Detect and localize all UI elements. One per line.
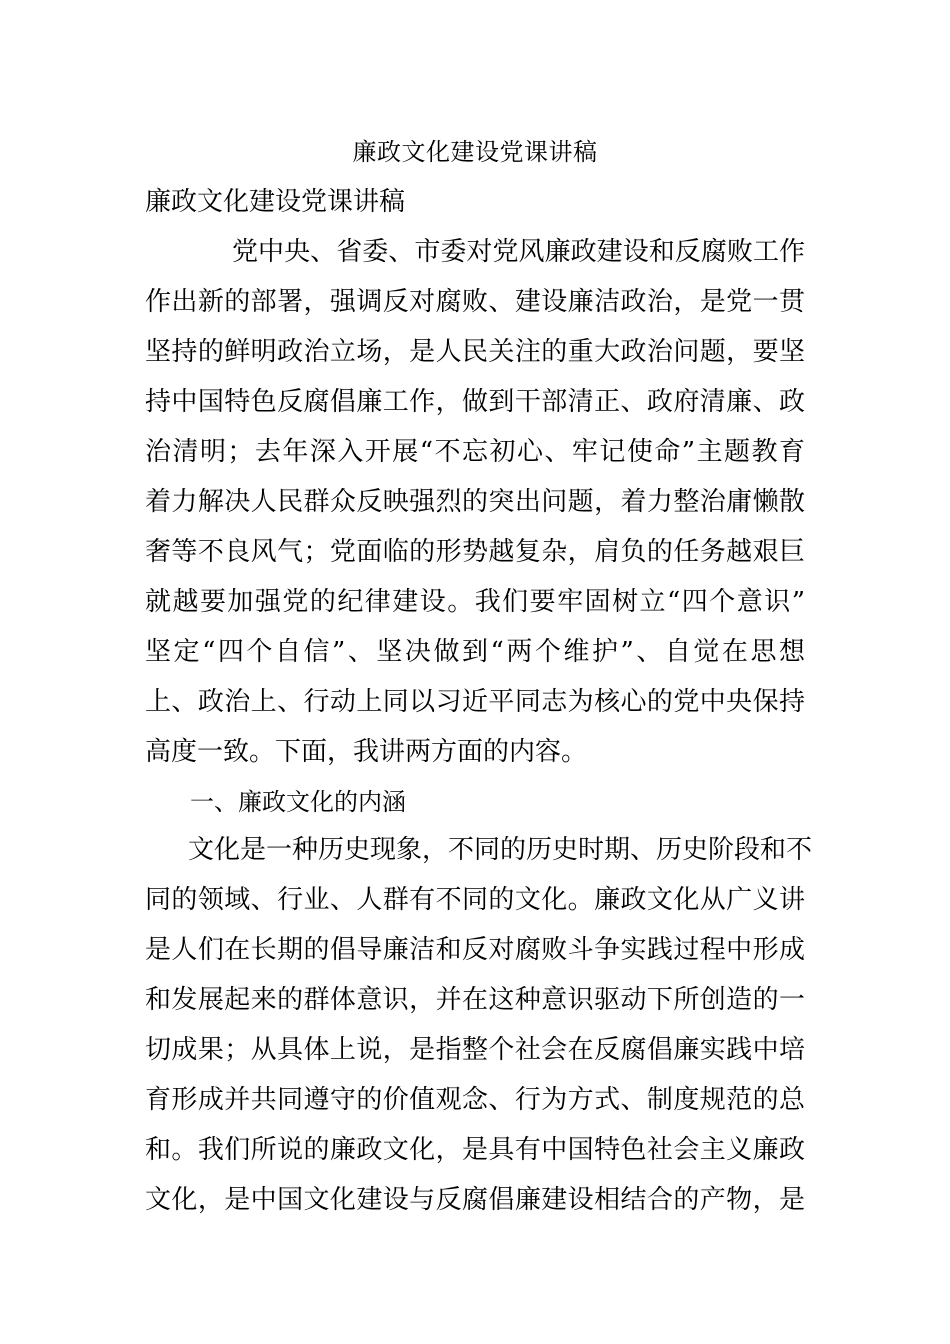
- paragraph-line: 奢等不良风气；党面临的形势越复杂，肩负的任务越艰巨: [145, 537, 805, 567]
- paragraph-line: 党中央、省委、市委对党风廉政建设和反腐败工作: [232, 237, 805, 267]
- paragraph-line: 同的领域、行业、人群有不同的文化。廉政文化从广义讲: [145, 885, 805, 915]
- paragraph-line: 就越要加强党的纪律建设。我们要牢固树立“四个意识”: [145, 587, 805, 617]
- paragraph-line: 作出新的部署，强调反对腐败、建设廉洁政治，是党一贯: [145, 287, 805, 317]
- paragraph-line: 高度一致。下面，我讲两方面的内容。: [145, 737, 588, 767]
- paragraph-line: 治清明；去年深入开展“不忘初心、牢记使命”主题教育: [145, 437, 805, 467]
- paragraph-line: 切成果；从具体上说，是指整个社会在反腐倡廉实践中培: [145, 1035, 805, 1065]
- section-heading: 一、廉政文化的内涵: [190, 788, 406, 816]
- paragraph-line: 文化，是中国文化建设与反腐倡廉建设相结合的产物，是: [145, 1185, 805, 1215]
- paragraph-line: 上、政治上、行动上同以习近平同志为核心的党中央保持: [145, 687, 805, 717]
- paragraph-line: 持中国特色反腐倡廉工作，做到干部清正、政府清廉、政: [145, 387, 805, 417]
- document-subtitle: 廉政文化建设党课讲稿: [145, 187, 406, 217]
- paragraph-line: 坚持的鲜明政治立场，是人民关注的重大政治问题，要坚: [145, 337, 805, 367]
- paragraph-line: 和发展起来的群体意识，并在这种意识驱动下所创造的一: [145, 985, 805, 1015]
- document-title: 廉政文化建设党课讲稿: [352, 138, 598, 166]
- paragraph-line: 是人们在长期的倡导廉洁和反对腐败斗争实践过程中形成: [145, 935, 805, 965]
- paragraph-line: 和。我们所说的廉政文化，是具有中国特色社会主义廉政: [145, 1135, 805, 1165]
- paragraph-line: 文化是一种历史现象，不同的历史时期、历史阶段和不: [188, 835, 813, 865]
- paragraph-line: 坚定“四个自信”、坚决做到“两个维护”、自觉在思想: [145, 637, 805, 667]
- paragraph-line: 育形成并共同遵守的价值观念、行为方式、制度规范的总: [145, 1085, 805, 1115]
- paragraph-line: 着力解决人民群众反映强烈的突出问题，着力整治庸懒散: [145, 487, 805, 517]
